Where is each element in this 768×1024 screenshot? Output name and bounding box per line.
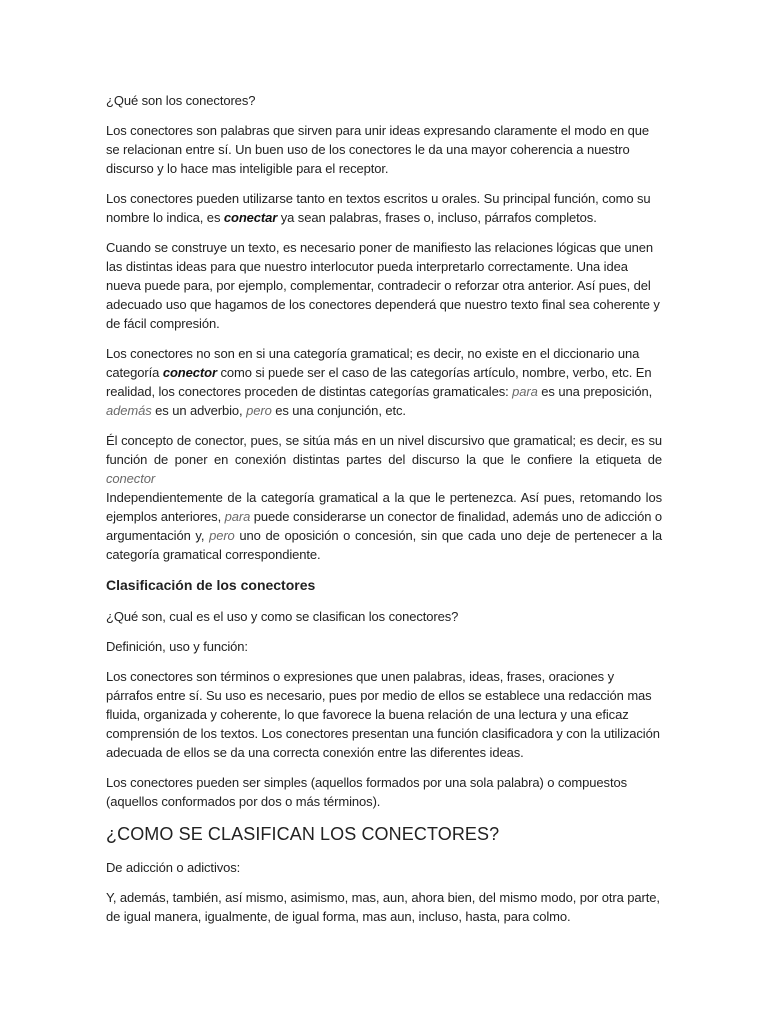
paragraph-concept — [106, 431, 662, 488]
heading-clasificacion: Clasificación de los conectores — [106, 577, 316, 593]
keyword-conector-label: conector — [106, 471, 156, 486]
text-span: Él concepto de conector, pues, se sitúa más en un nivel discursivo que gramatical; es decir, es su función de poner en conexión distintas partes del discurso la que le confiere la etiqueta de — [106, 433, 662, 467]
text-span: es un adverbio, — [151, 403, 247, 418]
keyword-conector: conector — [162, 365, 217, 380]
paragraph-usage: Los conectores son términos o expresiones que unen palabras, ideas, frases, oraciones y párrafos entre sí. Su uso es necesario, pues por medio de ellos se establece una redacción mas fluida, organizada y coherente, lo que favorece la buena relación de una lectura y una eficaz comprensión de los textos. Los conectores presentan una función clasificadora y con la utilización adecuada de ellos se da una correcta conexión entre las diferentes ideas. — [106, 669, 660, 760]
paragraph-function — [106, 189, 662, 227]
example-ademas: además — [106, 403, 152, 418]
paragraph-adiccion-list: Y, además, también, así mismo, asimismo, mas, aun, ahora bien, del mismo modo, por otra parte, de igual manera, igualmente, de igual forma, mas aun, incluso, hasta, para colmo. — [106, 890, 660, 924]
paragraph-text-construction: Cuando se construye un texto, es necesario poner de manifiesto las relaciones lógicas que unen las distintas ideas para que nuestro interlocutor pueda interpretarlo correctamente. Una idea nueva puede para, por ejemplo, complementar, contradecir o reforzar otra anterior. Así pues, del adecuado uso que hagamos de los conectores dependerá que nuestro texto final sea coherente y de fácil compresión. — [106, 240, 660, 331]
text-span: como si puede ser el caso de las categorías artículo, nombre, verbo, etc. En realidad, los conectores proceden de distintas categorías gramaticales: — [106, 365, 652, 399]
paragraph-grammatical-category — [106, 344, 662, 420]
paragraph-question: ¿Qué son, cual es el uso y como se clasifican los conectores? — [106, 609, 459, 624]
example-para: para — [224, 509, 251, 524]
keyword-conectar: conectar — [223, 210, 278, 225]
text-span: es una conjunción, etc. — [271, 403, 406, 418]
paragraph-independence — [106, 488, 662, 564]
text-span: Independientemente de la categoría gramatical a la que le pertenezca. Así pues, retomando los ejemplos anteriores, — [106, 490, 662, 524]
example-pero: pero — [209, 528, 235, 543]
question-title: ¿Qué son los conectores? — [106, 93, 256, 108]
text-span: ya sean palabras, frases o, incluso, párrafos completos. — [277, 210, 597, 225]
heading-como-clasifican: ¿COMO SE CLASIFICAN LOS CONECTORES? — [106, 824, 500, 844]
paragraph-simple-compound: Los conectores pueden ser simples (aquellos formados por una sola palabra) o compuestos (aquellos conformados por dos o más términos). — [106, 775, 627, 809]
example-para: para — [512, 384, 538, 399]
text-span: Los conectores pueden utilizarse tanto en textos escritos u orales. Su principal función, como su nombre lo indica, es — [106, 191, 651, 225]
paragraph-subheading-definicion: Definición, uso y función: — [106, 639, 248, 654]
paragraph-definition: Los conectores son palabras que sirven para unir ideas expresando claramente el modo en que se relacionan entre sí. Un buen uso de los conectores le da una mayor coherencia a nuestro discurso y lo hace mas inteligible para el receptor. — [106, 123, 650, 176]
example-pero: pero — [246, 403, 272, 418]
text-span: es una preposición, — [537, 384, 653, 399]
paragraph-adiccion-label: De adicción o adictivos: — [106, 860, 241, 875]
text-span: Los conectores no son en si una categoría gramatical; es decir, no existe en el diccionario una categoría — [106, 346, 640, 380]
text-span: puede considerarse un conector de finalidad, además uno de adicción o argumentación y, — [106, 509, 662, 543]
text-span: uno de oposición o concesión, sin que cada uno deje de pertenecer a la categoría gramatical correspondiente. — [106, 528, 662, 562]
